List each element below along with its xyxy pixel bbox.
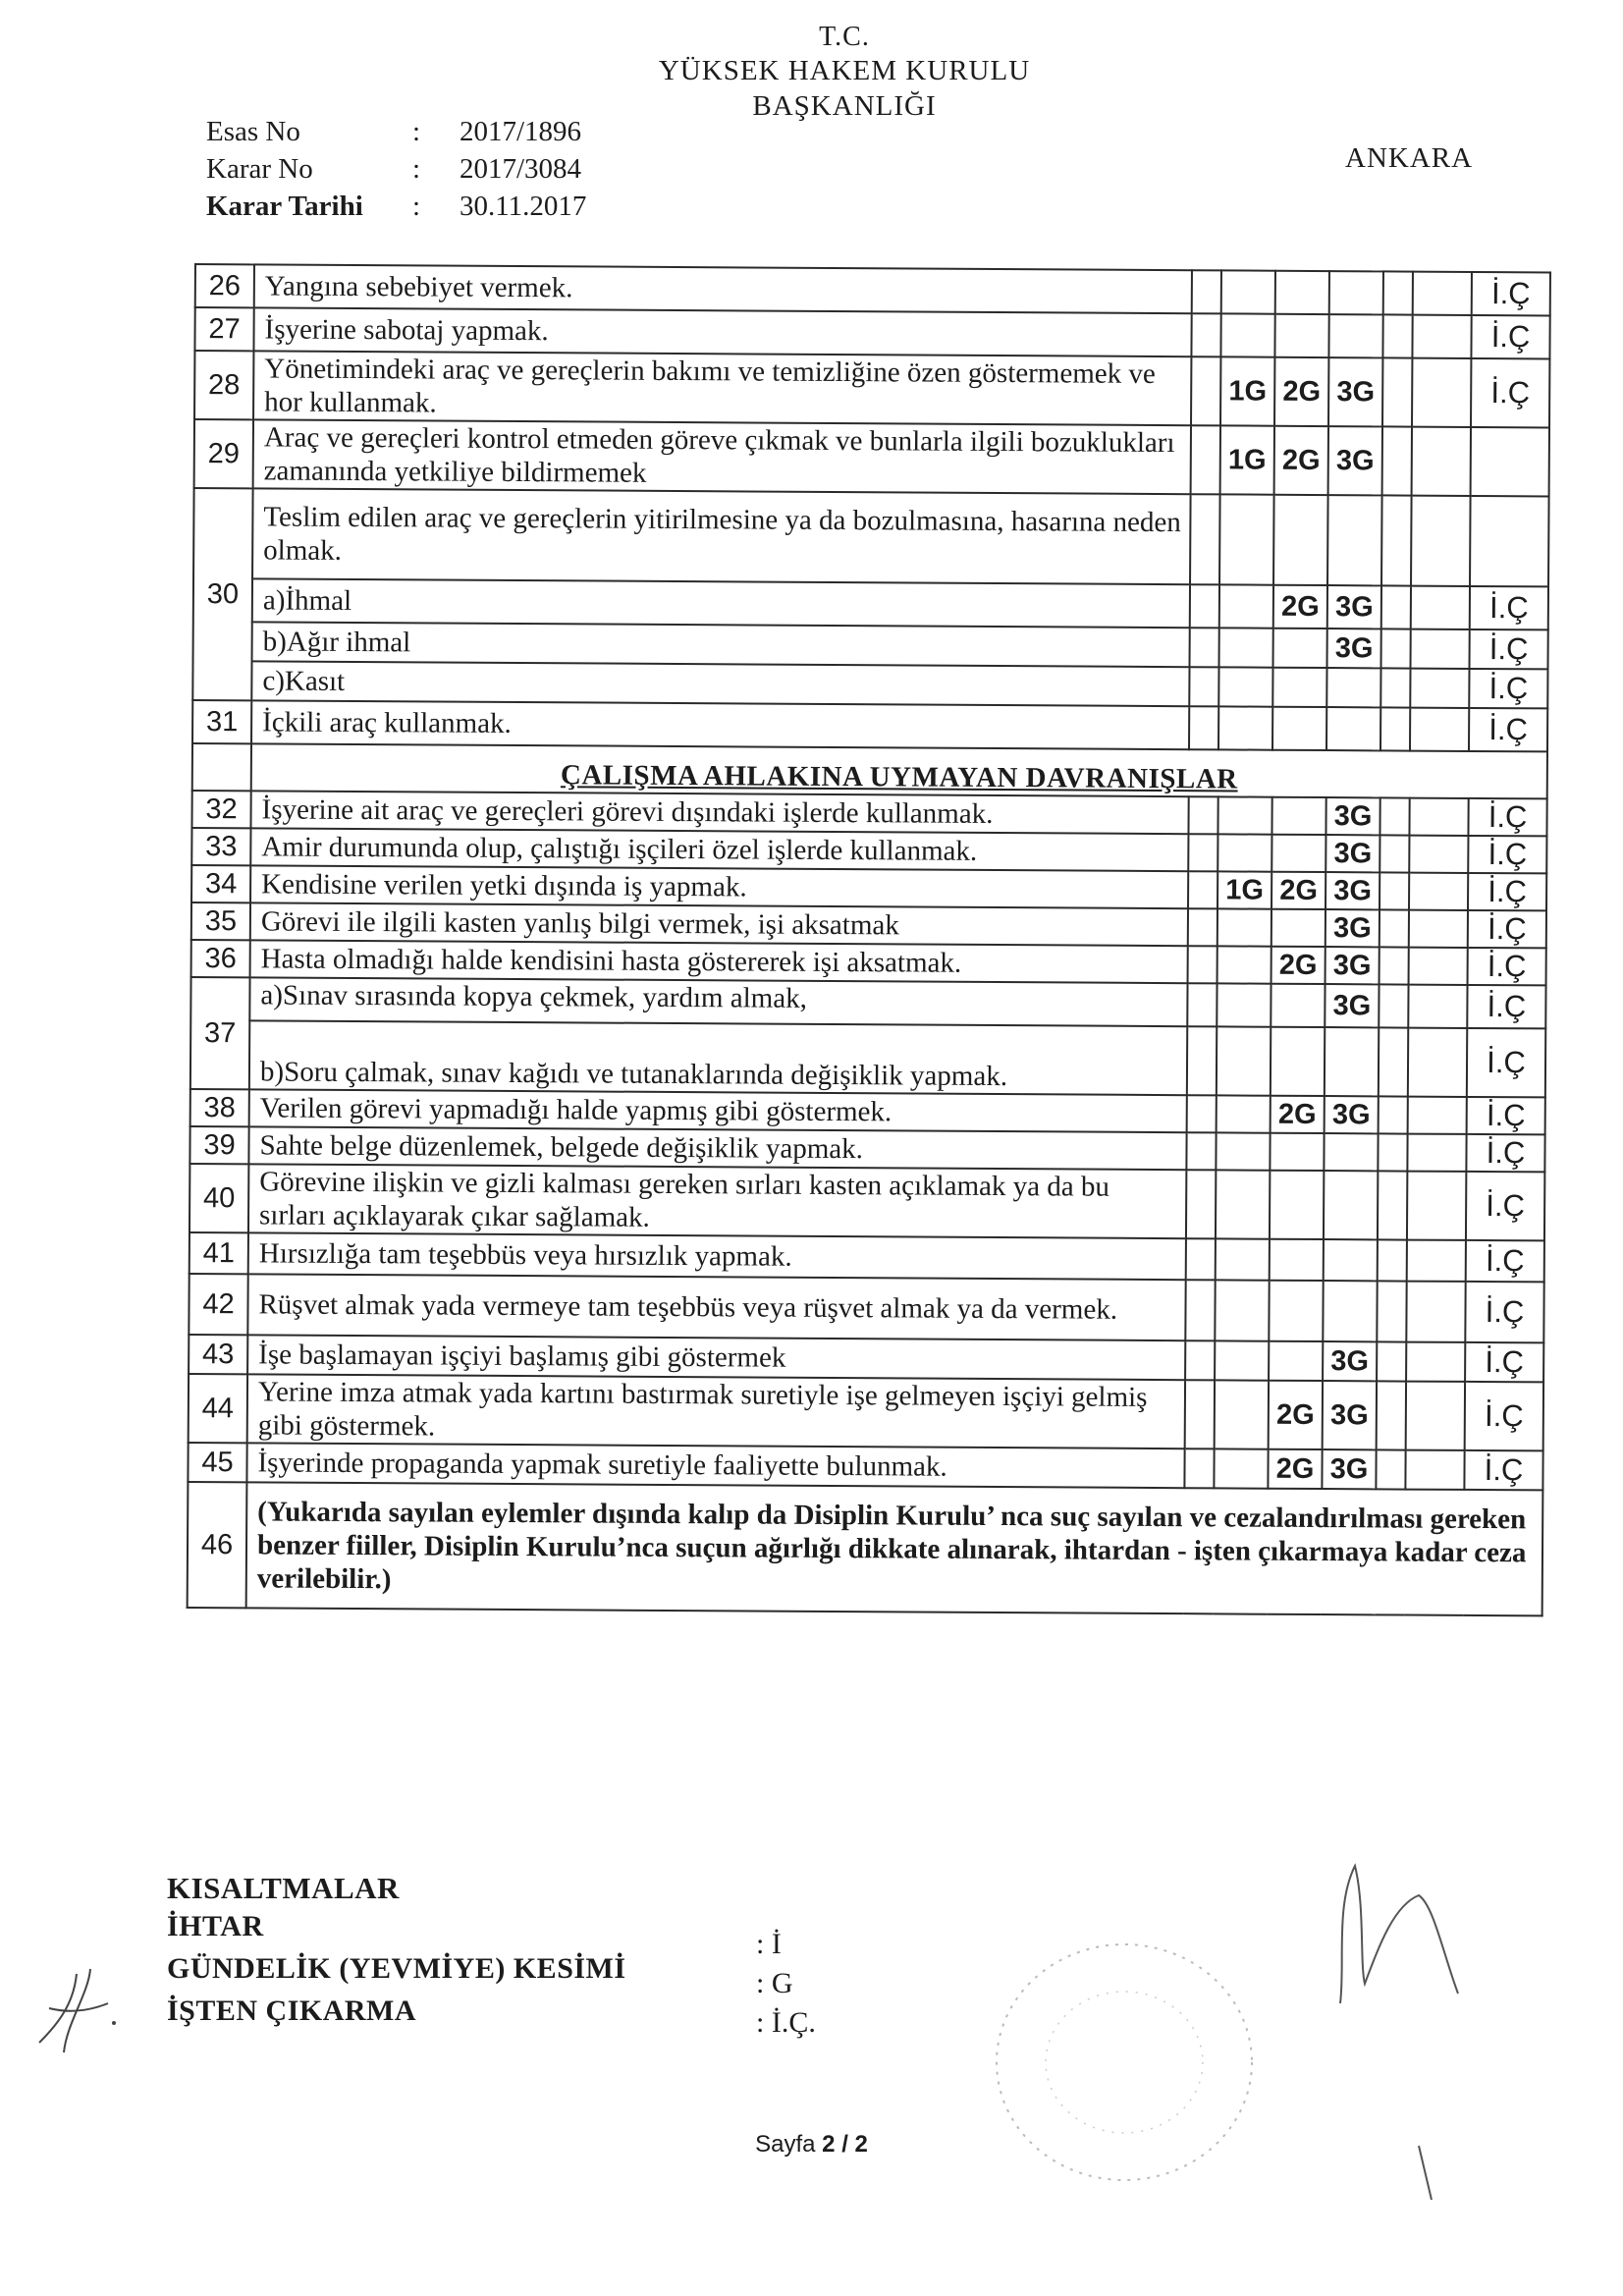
table-row bbox=[189, 1274, 1543, 1342]
penalty-3g: 3G bbox=[1328, 426, 1382, 495]
gap-cell bbox=[1189, 706, 1218, 749]
penalty-2g bbox=[1270, 1171, 1324, 1239]
penalty-dismissal: İ.Ç bbox=[1465, 1282, 1543, 1342]
gap-cell bbox=[1380, 909, 1409, 947]
empty-cell bbox=[1413, 272, 1472, 315]
gap-cell bbox=[1192, 270, 1221, 313]
penalty-2g bbox=[1272, 707, 1326, 750]
row-description: Yerine imza atmak yada kartını bastırmak suretiyle işe gelmeyen işçiyi gelmiş gibi göstermek. bbox=[247, 1374, 1185, 1449]
row-number: 31 bbox=[192, 700, 251, 743]
gap-cell bbox=[1379, 984, 1408, 1027]
meta-esas-no bbox=[206, 116, 581, 151]
empty-cell bbox=[1411, 629, 1470, 669]
gap-cell bbox=[1188, 946, 1217, 983]
penalty-2g bbox=[1273, 495, 1328, 585]
gap-cell bbox=[1379, 1096, 1408, 1133]
empty-cell bbox=[1408, 1028, 1467, 1097]
row-number: 27 bbox=[194, 307, 253, 351]
row-number: 33 bbox=[191, 828, 250, 865]
footer-page-number: 2 / 2 bbox=[822, 2131, 868, 2158]
gap-cell bbox=[1382, 314, 1412, 357]
empty-cell bbox=[1407, 1240, 1466, 1282]
empty-cell bbox=[1408, 1097, 1467, 1134]
row-description: Görevine ilişkin ve gizli kalması gereken sırları kasten açıklamak ya da bu sırları açıklayarak çıkar sağlamak. bbox=[248, 1164, 1186, 1238]
penalty-dismissal: İ.Ç bbox=[1470, 629, 1548, 669]
penalty-3g bbox=[1324, 1239, 1378, 1281]
penalty-3g: 3G bbox=[1323, 1381, 1377, 1449]
penalty-dismissal: İ.Ç bbox=[1468, 798, 1546, 836]
row-description: a)Sınav sırasında kopya çekmek, yardım almak, bbox=[249, 977, 1187, 1026]
empty-cell bbox=[1412, 427, 1471, 496]
penalty-2g bbox=[1274, 314, 1328, 357]
penalty-dismissal: İ.Ç bbox=[1468, 910, 1546, 948]
empty-cell bbox=[1411, 496, 1471, 586]
penalty-1g: 1G bbox=[1217, 871, 1271, 908]
penalty-dismissal: İ.Ç bbox=[1471, 315, 1549, 358]
meta-label: Esas No bbox=[206, 116, 300, 147]
penalty-2g bbox=[1271, 797, 1325, 835]
penalty-1g bbox=[1217, 908, 1271, 946]
penalty-2g: 2G bbox=[1271, 1096, 1325, 1133]
penalty-2g bbox=[1270, 1239, 1324, 1281]
meta-colon: : bbox=[412, 191, 421, 222]
row-number: 39 bbox=[189, 1126, 248, 1164]
penalty-1g bbox=[1219, 494, 1274, 584]
penalty-2g bbox=[1271, 909, 1325, 947]
penalty-1g bbox=[1218, 706, 1272, 749]
row-description: Görevi ile ilgili kasten yanlış bilgi vermek, işi aksatmak bbox=[250, 902, 1188, 946]
header-presidency: BAŞKANLIĞI bbox=[752, 90, 937, 122]
penalty-1g bbox=[1216, 1238, 1270, 1280]
footer-prefix: Sayfa bbox=[755, 2131, 816, 2158]
penalty-1g bbox=[1219, 584, 1273, 628]
table-row bbox=[188, 1482, 1543, 1615]
penalty-3g: 3G bbox=[1325, 797, 1380, 835]
gap-cell bbox=[1190, 494, 1220, 584]
row-number: 35 bbox=[191, 902, 250, 940]
row-description: Araç ve gereçleri kontrol etmeden göreve çıkmak ve bunlarla ilgili bozuklukları zamanında yetkiliye bildirmemek bbox=[253, 419, 1191, 494]
penalty-2g bbox=[1271, 835, 1325, 872]
table-row bbox=[194, 419, 1549, 496]
penalty-2g bbox=[1275, 271, 1329, 314]
empty-cell bbox=[1405, 1450, 1464, 1490]
gap-cell bbox=[1380, 797, 1409, 835]
penalty-2g: 2G bbox=[1274, 426, 1328, 495]
penalty-dismissal: İ.Ç bbox=[1467, 985, 1545, 1028]
empty-cell bbox=[1408, 985, 1467, 1028]
penalty-1g bbox=[1215, 1280, 1269, 1340]
empty-cell bbox=[1412, 315, 1471, 358]
row-description: Hasta olmadığı halde kendisini hasta göstererek işi aksatmak. bbox=[250, 940, 1188, 983]
penalty-dismissal: İ.Ç bbox=[1472, 272, 1550, 315]
gap-cell bbox=[1380, 872, 1409, 909]
empty-cell bbox=[1411, 586, 1470, 629]
penalty-2g bbox=[1269, 1281, 1323, 1341]
empty-cell bbox=[1409, 873, 1468, 910]
penalty-1g: 1G bbox=[1220, 425, 1274, 494]
row-description: Teslim edilen araç ve gereçlerin yitirilmesine ya da bozulmasına, hasarına neden olmak. bbox=[252, 488, 1191, 584]
penalty-3g: 3G bbox=[1325, 947, 1380, 984]
gap-cell bbox=[1185, 1380, 1215, 1449]
penalty-1g: 1G bbox=[1220, 356, 1274, 425]
gap-cell bbox=[1381, 585, 1411, 629]
row-description: Rüşvet almak yada vermeye tam teşebbüs veya rüşvet almak ya da vermek. bbox=[247, 1274, 1185, 1340]
row-number: 42 bbox=[189, 1274, 247, 1335]
penalty-3g bbox=[1324, 1133, 1378, 1171]
meta-label: Karar Tarihi bbox=[206, 191, 363, 222]
gap-cell bbox=[1376, 1449, 1405, 1489]
gap-cell bbox=[1186, 1170, 1216, 1238]
empty-cell bbox=[1406, 1282, 1465, 1342]
penalty-1g bbox=[1217, 983, 1271, 1026]
disciplinary-table bbox=[187, 263, 1551, 1616]
penalty-1g bbox=[1220, 313, 1274, 356]
empty-cell bbox=[1409, 910, 1468, 948]
penalty-2g bbox=[1270, 1133, 1324, 1171]
penalty-3g: 3G bbox=[1327, 629, 1381, 668]
penalty-3g bbox=[1325, 1027, 1379, 1096]
row-description: İşyerinde propaganda yapmak suretiyle faaliyette bulunmak. bbox=[246, 1443, 1184, 1488]
empty-cell bbox=[1409, 798, 1468, 836]
row-description: Yangına sebebiyet vermek. bbox=[254, 264, 1192, 313]
penalty-dismissal: İ.Ç bbox=[1469, 708, 1547, 751]
row-description: İşe başlamayan işçiyi başlamış gibi göstermek bbox=[247, 1335, 1185, 1380]
penalty-2g: 2G bbox=[1268, 1449, 1322, 1489]
penalty-2g bbox=[1273, 629, 1327, 668]
penalty-dismissal: İ.Ç bbox=[1470, 586, 1548, 629]
empty-cell bbox=[1410, 669, 1469, 708]
table-row bbox=[189, 1374, 1543, 1450]
penalty-dismissal: İ.Ç bbox=[1468, 873, 1546, 910]
penalty-dismissal: İ.Ç bbox=[1466, 1134, 1544, 1172]
gap-cell bbox=[1187, 1095, 1217, 1132]
empty-cell bbox=[1407, 1134, 1466, 1172]
penalty-3g: 3G bbox=[1328, 357, 1382, 426]
row-description: Kendisine verilen yetki dışında iş yapmak. bbox=[250, 865, 1188, 908]
penalty-dismissal: İ.Ç bbox=[1464, 1450, 1542, 1490]
penalty-3g: 3G bbox=[1325, 835, 1380, 872]
table-row bbox=[190, 1020, 1545, 1097]
empty-cell bbox=[1410, 708, 1469, 751]
gap-cell bbox=[1188, 834, 1217, 871]
penalty-2g: 2G bbox=[1274, 357, 1328, 426]
table-body bbox=[188, 264, 1550, 1615]
table-row bbox=[189, 1164, 1544, 1240]
penalty-dismissal: İ.Ç bbox=[1465, 1382, 1543, 1450]
gap-cell bbox=[1186, 1132, 1216, 1170]
penalty-3g bbox=[1328, 314, 1382, 357]
penalty-1g bbox=[1214, 1449, 1268, 1488]
row-number: 36 bbox=[191, 940, 250, 977]
penalty-dismissal: İ.Ç bbox=[1471, 358, 1549, 427]
row-number: 40 bbox=[189, 1164, 248, 1232]
header-institution: YÜKSEK HAKEM KURULU bbox=[658, 55, 1031, 86]
row-description: Hırsızlığa tam teşebbüs veya hırsızlık yapmak. bbox=[248, 1232, 1186, 1280]
gap-cell bbox=[1377, 1381, 1406, 1449]
penalty-1g bbox=[1217, 1026, 1271, 1095]
header-tc: T.C. bbox=[819, 22, 870, 52]
gap-cell bbox=[1380, 835, 1409, 872]
row-description: Verilen görevi yapmadığı halde yapmış gibi göstermek. bbox=[249, 1089, 1187, 1132]
row-number: 29 bbox=[194, 419, 253, 488]
gap-cell bbox=[1188, 871, 1217, 908]
penalty-2g bbox=[1272, 668, 1326, 707]
penalty-dismissal: İ.Ç bbox=[1466, 1240, 1544, 1282]
row-description: İçkili araç kullanmak. bbox=[251, 700, 1189, 749]
meta-label: Karar No bbox=[206, 153, 313, 185]
gap-cell bbox=[1380, 668, 1410, 707]
empty-cell bbox=[192, 743, 251, 791]
gap-cell bbox=[1190, 628, 1219, 667]
gap-cell bbox=[1377, 1281, 1406, 1341]
gap-cell bbox=[1383, 271, 1413, 314]
empty-cell bbox=[1409, 836, 1468, 873]
section-row bbox=[192, 743, 1547, 798]
gap-cell bbox=[1378, 1171, 1407, 1239]
row-number: 28 bbox=[194, 351, 253, 419]
penalty-3g bbox=[1329, 271, 1383, 314]
gap-cell bbox=[1380, 707, 1410, 750]
penalty-3g: 3G bbox=[1327, 585, 1381, 629]
penalty-3g: 3G bbox=[1325, 984, 1379, 1027]
gap-cell bbox=[1187, 983, 1217, 1026]
penalty-3g bbox=[1327, 495, 1382, 585]
row-description: İşyerine sabotaj yapmak. bbox=[253, 307, 1191, 356]
abbr-ihtar-value: : İ bbox=[756, 1928, 782, 1960]
gap-cell bbox=[1186, 1238, 1216, 1280]
abbr-gundelik-label: GÜNDELİK (YEVMİYE) KESİMİ bbox=[167, 1952, 626, 1985]
gap-cell bbox=[1190, 584, 1219, 628]
header-city: ANKARA bbox=[1345, 142, 1474, 174]
penalty-dismissal: İ.Ç bbox=[1467, 1097, 1545, 1134]
signature-icon bbox=[1325, 1846, 1473, 2013]
row-number: 44 bbox=[189, 1374, 247, 1443]
penalty-3g: 3G bbox=[1323, 1341, 1377, 1381]
meta-value: 2017/3084 bbox=[460, 153, 582, 185]
gap-cell bbox=[1185, 1340, 1215, 1380]
penalty-1g bbox=[1216, 1132, 1270, 1170]
table-row bbox=[194, 351, 1549, 427]
gap-cell bbox=[1185, 1280, 1215, 1340]
gap-cell bbox=[1378, 1133, 1407, 1171]
gap-cell bbox=[1378, 1239, 1407, 1281]
penalty-1g bbox=[1221, 270, 1275, 313]
row-description: Sahte belge düzenlemek, belgede değişiklik yapmak. bbox=[248, 1126, 1186, 1170]
penalty-2g bbox=[1271, 1027, 1325, 1096]
penalty-3g bbox=[1323, 1281, 1377, 1341]
gap-cell bbox=[1381, 629, 1411, 668]
abbr-ihtar-label: İHTAR bbox=[167, 1910, 264, 1942]
gap-cell bbox=[1191, 425, 1220, 494]
penalty-2g: 2G bbox=[1269, 1381, 1323, 1449]
gap-cell bbox=[1380, 947, 1409, 984]
penalty-dismissal: İ.Ç bbox=[1468, 836, 1546, 873]
penalty-1g bbox=[1217, 834, 1271, 871]
gap-cell bbox=[1379, 1027, 1408, 1096]
meta-value: 30.11.2017 bbox=[460, 191, 587, 222]
empty-cell bbox=[1412, 358, 1471, 427]
gap-cell bbox=[1377, 1341, 1406, 1381]
meta-karar-no bbox=[206, 153, 581, 189]
penalty-3g: 3G bbox=[1325, 872, 1380, 909]
pen-stroke-icon bbox=[1414, 2141, 1443, 2210]
gap-cell bbox=[1184, 1449, 1214, 1488]
penalty-2g bbox=[1269, 1341, 1323, 1381]
penalty-1g bbox=[1216, 1170, 1270, 1238]
row-number: 26 bbox=[195, 264, 254, 307]
penalty-dismissal: İ.Ç bbox=[1466, 1172, 1544, 1240]
penalty-dismissal: İ.Ç bbox=[1467, 1028, 1545, 1097]
penalty-3g bbox=[1324, 1171, 1378, 1239]
penalty-1g bbox=[1215, 1340, 1269, 1380]
meta-karar-tarihi bbox=[206, 191, 586, 226]
row-note: (Yukarıda sayılan eylemler dışında kalıp da Disiplin Kurulu’ nca suç sayılan ve cezalandırılması gereken benzer fiiller, Disiplin Kurulu’nca suçun ağırlığı dikkate alınarak, ihtardan - işten çıkarmaya kadar ceza verilebilir.) bbox=[246, 1482, 1543, 1615]
gap-cell bbox=[1381, 495, 1412, 585]
penalty-dismissal bbox=[1471, 427, 1549, 496]
empty-cell bbox=[1407, 1172, 1466, 1240]
abbr-isten-value: : İ.Ç. bbox=[756, 2006, 816, 2039]
page-footer bbox=[0, 2131, 1623, 2159]
rules-page bbox=[185, 263, 1549, 1901]
gap-cell bbox=[1189, 667, 1218, 706]
penalty-2g bbox=[1271, 984, 1325, 1027]
penalty-3g bbox=[1326, 668, 1380, 707]
row-number: 46 bbox=[188, 1482, 247, 1608]
penalty-dismissal: İ.Ç bbox=[1465, 1342, 1543, 1382]
row-number: 43 bbox=[189, 1335, 247, 1374]
row-number: 37 bbox=[190, 977, 250, 1089]
faint-seal-icon bbox=[972, 1925, 1276, 2200]
gap-cell bbox=[1191, 313, 1220, 356]
penalty-2g: 2G bbox=[1273, 585, 1327, 629]
penalty-1g bbox=[1219, 628, 1273, 667]
meta-colon: : bbox=[412, 153, 421, 185]
empty-cell bbox=[1406, 1342, 1465, 1382]
penalty-1g bbox=[1218, 667, 1272, 706]
table-row bbox=[193, 488, 1549, 586]
row-number: 45 bbox=[188, 1443, 246, 1482]
penalty-1g bbox=[1217, 1095, 1271, 1132]
penalty-3g: 3G bbox=[1322, 1449, 1376, 1489]
penalty-2g: 2G bbox=[1271, 947, 1325, 984]
penalty-dismissal bbox=[1470, 496, 1549, 586]
penalty-1g bbox=[1217, 796, 1271, 834]
empty-cell bbox=[1409, 948, 1468, 985]
row-description: b)Ağır ihmal bbox=[252, 622, 1190, 667]
meta-colon: : bbox=[412, 116, 421, 147]
penalty-3g: 3G bbox=[1325, 909, 1380, 947]
handwritten-initials-icon bbox=[20, 1954, 128, 2072]
penalty-3g bbox=[1326, 707, 1380, 750]
gap-cell bbox=[1188, 796, 1217, 834]
row-description: a)İhmal bbox=[252, 578, 1190, 628]
penalty-1g bbox=[1217, 946, 1271, 983]
row-number: 38 bbox=[190, 1089, 249, 1126]
row-number: 30 bbox=[192, 488, 252, 700]
gap-cell bbox=[1191, 356, 1220, 425]
row-number: 41 bbox=[189, 1232, 248, 1274]
penalty-dismissal: İ.Ç bbox=[1468, 948, 1546, 985]
section-title: ÇALIŞMA AHLAKINA UYMAYAN DAVRANIŞLAR bbox=[251, 743, 1547, 798]
penalty-dismissal: İ.Ç bbox=[1469, 669, 1547, 708]
row-description: İşyerine ait araç ve gereçleri görevi dışındaki işlerde kullanmak. bbox=[250, 791, 1188, 834]
row-number: 32 bbox=[191, 791, 250, 828]
penalty-1g bbox=[1215, 1380, 1269, 1449]
abbr-gundelik-value: : G bbox=[756, 1967, 793, 1999]
row-description: b)Soru çalmak, sınav kağıdı ve tutanaklarında değişiklik yapmak. bbox=[249, 1020, 1187, 1095]
gap-cell bbox=[1382, 357, 1412, 426]
penalty-2g: 2G bbox=[1271, 872, 1325, 909]
gap-cell bbox=[1382, 426, 1412, 495]
row-description: c)Kasıt bbox=[251, 661, 1189, 706]
empty-cell bbox=[1406, 1382, 1465, 1450]
gap-cell bbox=[1188, 908, 1217, 946]
abbr-isten-label: İŞTEN ÇIKARMA bbox=[167, 1995, 417, 2027]
penalty-3g: 3G bbox=[1325, 1096, 1379, 1133]
row-description: Yönetimindeki araç ve gereçlerin bakımı ve temizliğine özen göstermemek ve hor kullanmak. bbox=[253, 351, 1191, 425]
meta-value: 2017/1896 bbox=[460, 116, 582, 147]
row-number: 34 bbox=[191, 865, 250, 902]
abbreviations-title: KISALTMALAR bbox=[167, 1871, 400, 1905]
gap-cell bbox=[1187, 1026, 1217, 1095]
row-description: Amir durumunda olup, çalıştığı işçileri özel işlerde kullanmak. bbox=[250, 828, 1188, 871]
